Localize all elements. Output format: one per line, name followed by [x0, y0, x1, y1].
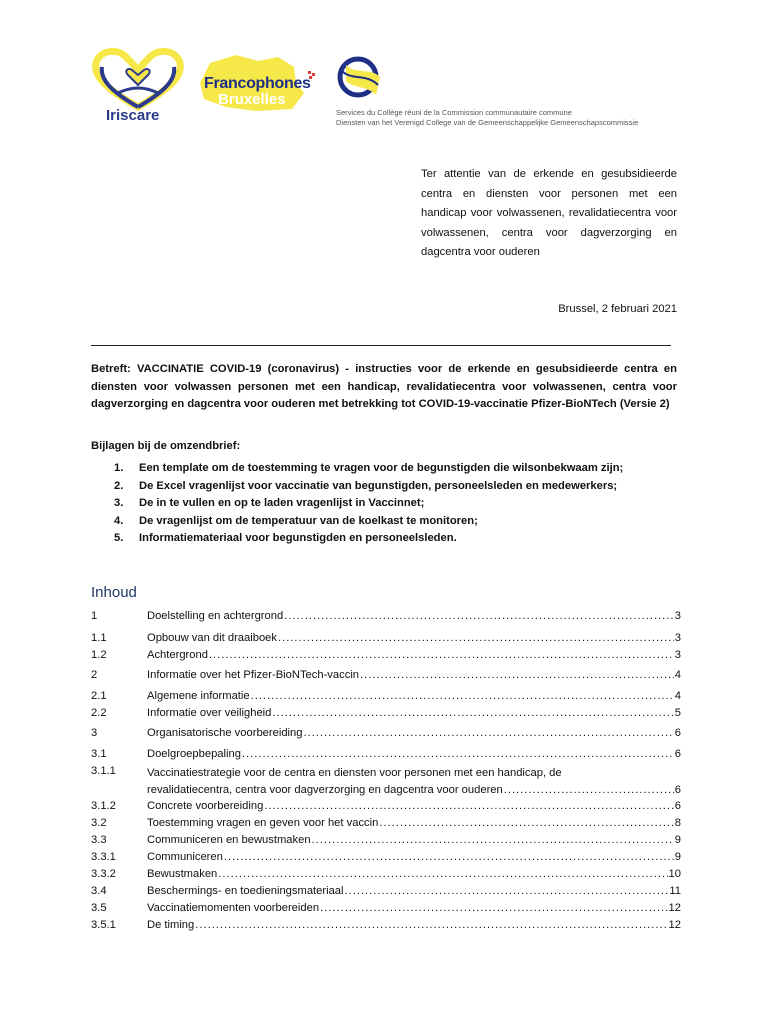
toc-entry[interactable]: 3.3.1 Communiceren ..... 9: [91, 851, 681, 868]
letter-date: Brussel, 2 februari 2021: [558, 303, 677, 315]
toc-entry[interactable]: 3.1 Doelgroepbepaling ..... 6: [91, 748, 681, 765]
toc-entry[interactable]: 1.1 Opbouw van dit draaiboek ..... 3: [91, 632, 681, 649]
ggc-seal-logo: [336, 55, 386, 100]
toc-title: Inhoud: [91, 584, 137, 601]
toc-entry[interactable]: 3.3 Communiceren en bewustmaken ..... 9: [91, 834, 681, 851]
toc-entry[interactable]: 2 Informatie over het Pfizer-BioNTech-vaccin ..... 4: [91, 669, 681, 686]
iriscare-logo: [88, 45, 188, 130]
list-item: 4. De vragenlijst om de temperatuur van de koelkast te monitoren;: [114, 514, 478, 527]
toc-entry[interactable]: 3.5.1 De timing ..... 12: [91, 919, 681, 936]
seal-icon: [336, 55, 386, 100]
bruxelles-wordmark: Bruxelles: [218, 91, 286, 108]
francophones-wordmark: Francophones: [204, 75, 311, 92]
toc-entry[interactable]: 3.4 Beschermings- en toedieningsmateriaal ..... 11: [91, 885, 681, 902]
annex-list: [91, 460, 677, 548]
toc-entry[interactable]: 3 Organisatorische voorbereiding ..... 6: [91, 727, 681, 744]
toc-entry[interactable]: 3.5 Vaccinatiemomenten voorbereiden ..... 12: [91, 902, 681, 919]
iriscare-wordmark: Iriscare: [106, 107, 160, 124]
separator-line: [91, 345, 671, 346]
toc-entry[interactable]: 3.1.1 Vaccinatiestrategie voor de centra en diensten voor personen met een handicap, de revalidatiecentra, centra voor dagverzorging en dagcentra voor ouderen ..... 6: [91, 765, 681, 799]
toc-entry[interactable]: 2.1 Algemene informatie ..... 4: [91, 690, 681, 707]
toc-entry[interactable]: 1.2 Achtergrond ..... 3: [91, 649, 681, 666]
heart-icon: [88, 45, 188, 115]
list-item: 2. De Excel vragenlijst voor vaccinatie van begunstigden, personeelsleden en medewerkers;: [114, 479, 618, 492]
toc-entry-label-line1: Vaccinatiestrategie voor de centra en diensten voor personen met een handicap, de: [147, 767, 562, 779]
toc-entry[interactable]: 3.2 Toestemming vragen en geven voor het vaccin ..... 8: [91, 817, 681, 834]
subject-line: Betreft: VACCINATIE COVID-19 (coronavirus) - instructies voor de erkende en gesubsidieerde centra en diensten voor volwassen personen met een handicap, revalidatiecentra voor volwassenen, centra voor dagverzorging en dagcentra voor ouderen met betrekking tot COVID-19-vaccinatie Pfizer-BioNTech (Versie 2): [91, 363, 677, 410]
institution-lines: [336, 108, 638, 128]
toc-entry[interactable]: 2.2 Informatie over veiligheid ..... 5: [91, 707, 681, 724]
institution-line-nl: Diensten van het Verenigd College van de Gemeenschappelijke Gemeenschapscommissie: [336, 118, 639, 127]
francophones-bruxelles-logo: [196, 53, 321, 113]
toc-entry[interactable]: 3.1.2 Concrete voorbereiding ..... 6: [91, 800, 681, 817]
addressee-block: Ter attentie van de erkende en gesubsidieerde centra en diensten voor personen met een handicap voor volwassenen, revalidatiecentra voor volwassenen, centra voor dagverzorging en dagcentra voor ouderen: [421, 168, 677, 258]
toc-entry[interactable]: 1 Doelstelling en achtergrond ..... 3: [91, 610, 681, 627]
annex-title: Bijlagen bij de omzendbrief:: [91, 440, 241, 452]
list-item: 5. Informatiemateriaal voor begunstigden en personeelsleden.: [114, 532, 457, 544]
list-item: 3. De in te vullen en op te laden vragenlijst in Vaccinnet;: [114, 497, 425, 509]
institution-line-fr: Services du Collège réuni de la Commission communautaire commune: [336, 108, 572, 117]
toc-entry[interactable]: 3.3.2 Bewustmaken ..... 10: [91, 868, 681, 885]
list-item: 1. Een template om de toestemming te vragen voor de begunstigden die wilsonbekwaam zijn;: [114, 462, 624, 474]
